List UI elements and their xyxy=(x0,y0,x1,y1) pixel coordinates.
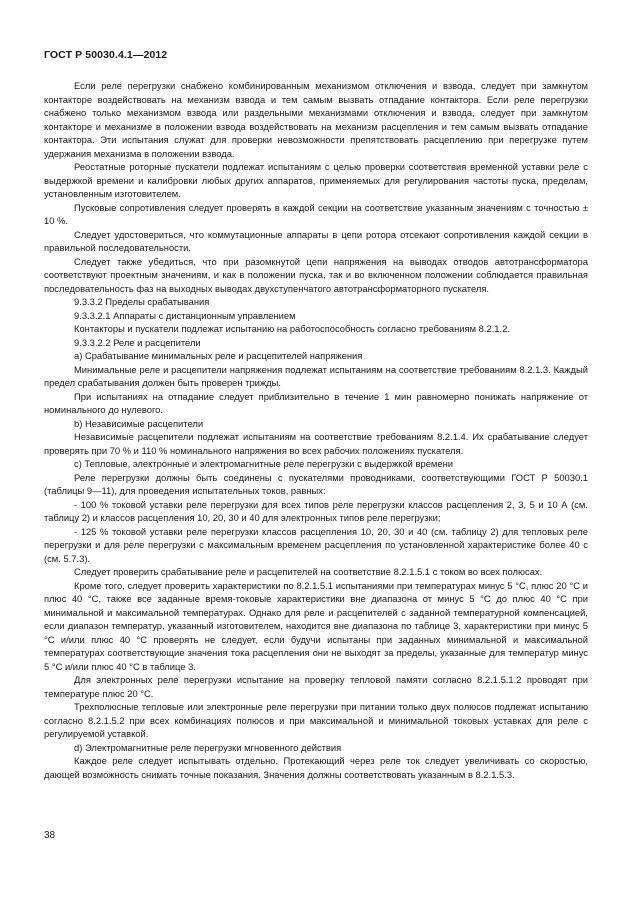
paragraph: При испытаниях на отпадание следует приблизительно в течение 1 мин равномерно понижать напряжение от номинального до нулевого. xyxy=(44,390,588,415)
document-body xyxy=(44,79,588,781)
standard-header: ГОСТ Р 50030.4.1—2012 xyxy=(44,49,168,61)
paragraph: Следует удостовериться, что коммутационные аппараты в цепи ротора отсекают сопротивления каждой секции в правильной последовательности. xyxy=(44,228,588,253)
list-item-heading: а) Срабатывание минимальных реле и расцепителей напряжения xyxy=(74,350,363,361)
page-number: 38 xyxy=(44,830,56,841)
list-item: - 100 % токовой уставки реле перегрузки для всех типов реле перегрузки классов расцепления 2, 3, 5 и 10 А (см. таблицу 2) и классов расцепления 10, 20, 30 и 40 для электронных типов реле перегрузки; xyxy=(44,498,588,523)
list-item-heading: с) Тепловые, электронные и электромагнитные реле перегрузки с выдержкой времени xyxy=(74,458,453,469)
paragraph: Контакторы и пускатели подлежат испытанию на работоспособность согласно требованиям 8.2.1.2. xyxy=(74,323,510,334)
paragraph: Следует также убедиться, что при разомкнутой цепи напряжения на выводах отводов автотрансформатора соответствуют проектным значениям, и как в положении пуска, так и во включенном положении соблюдается правильная последовательность фаз на выходных выводах двухступенчатого автотрансформаторного пускателя. xyxy=(44,255,588,294)
paragraph: Независимые расцепители подлежат испытаниям на соответствие требованиям 8.2.1.4. Их срабатывание следует проверять при 70 % и 110 % номинального напряжения во всех рабочих положениях пускателя. xyxy=(44,431,588,456)
section-heading: 9.3.3.2 Пределы срабатывания xyxy=(74,296,210,307)
paragraph: Каждое реле следует испытывать отдельно. Протекающий через реле ток следует увеличивать со скоростью, дающей возможность снимать точные показания. Значения должны соответствовать указанным в 8.2.1.5.3. xyxy=(44,755,588,780)
section-heading: 9.3.3.2.1 Аппараты с дистанционным управлением xyxy=(74,309,296,321)
section-heading: 9.3.3.2.2 Реле и расцепители xyxy=(74,336,201,348)
list-item: - 125 % токовой уставки реле перегрузки классов расцепления 10, 20, 30 и 40 (см. таблицу 2) для тепловых реле перегрузки и для реле перегрузки с максимальным временем расцепления по установленной характеристике более 40 с (см. 5.7.3). xyxy=(44,525,588,564)
paragraph: Минимальные реле и расцепители напряжения подлежат испытаниям на соответствие требованиям 8.2.1.3. Каждый предел срабатывания должен быть проверен трижды. xyxy=(44,363,588,388)
paragraph: Если реле перегрузки снабжено комбинированным механизмом отключения и взвода, следует при замкнутом контакторе воздействовать на механизм взвода и тем самым вызвать отпадание контактора. Если реле перегрузки снабжено только механизмом взвода или раздельными механизмами отключения и взвода, следует при замкнутом контакторе и механизме в положении взвода воздействовать на механизм расцепления и тем самым вызвать отпадание контактора. Эти испытания служат для проверки невозможности препятствовать расцеплению при перегрузке путем удержания механизма в положении взвода. xyxy=(44,80,588,159)
paragraph: Для электронных реле перегрузки испытание на проверку тепловой памяти согласно 8.2.1.5.1.2 проводят при температуре плюс 20 °С. xyxy=(44,674,588,699)
paragraph: Следует проверить срабатывание реле и расцепителей на соответствие 8.2.1.5.1 с током во всех полюсах. xyxy=(74,566,543,577)
paragraph: Кроме того, следует проверить характеристики по 8.2.1.5.1 испытаниями при температурах минус 5 °С, плюс 20 °С и плюс 40 °С, также все заданные время-токовые характеристики вне диапазона от минус 5 °С до плюс 40 °С при минимальной и максимальной температурах. Однако для реле и расцепителей с заданной температурной компенсацией, если диапазон температур, указанный изготовителем, находится вне диапазона по таблице 3, характеристики при минус 5 °С и/или плюс 40 °С проверять не следует, если будучи испытаны при заданных минимальной и максимальной температурах соответствующие значения тока расцепления они не выходят за пределы, указанные для температур минус 5 °С и/или плюс 40 °С в таблице 3. xyxy=(44,579,588,672)
paragraph: Реостатные роторные пускатели подлежат испытаниям с целью проверки соответствия временной уставки реле с выдержкой времени и калибровки любых других аппаратов, применяемых для регулирования частоты пуска, пределам, установленным изготовителем. xyxy=(44,161,588,199)
list-item-heading: b) Независимые расцепители xyxy=(74,417,204,429)
paragraph: Трехполюсные тепловые или электронные реле перегрузки при питании только двух полюсов подлежат испытанию согласно 8.2.1.5.2 при всех комбинациях полюсов и при максимальной и минимальной токовых уставках для реле с регулируемой уставкой. xyxy=(44,701,588,739)
paragraph: Пусковые сопротивления следует проверять в каждой секции на соответствие указанным значениям с точностью ± 10 %. xyxy=(44,201,588,226)
list-item-heading: d) Электромагнитные реле перегрузки мгновенного действия xyxy=(74,741,342,753)
paragraph: Реле перегрузки должны быть соединены с пускателями проводниками, соответствующими ГОСТ Р 50030.1 (таблицы 9—11), для проведения испытательных токов, равных: xyxy=(44,471,588,496)
